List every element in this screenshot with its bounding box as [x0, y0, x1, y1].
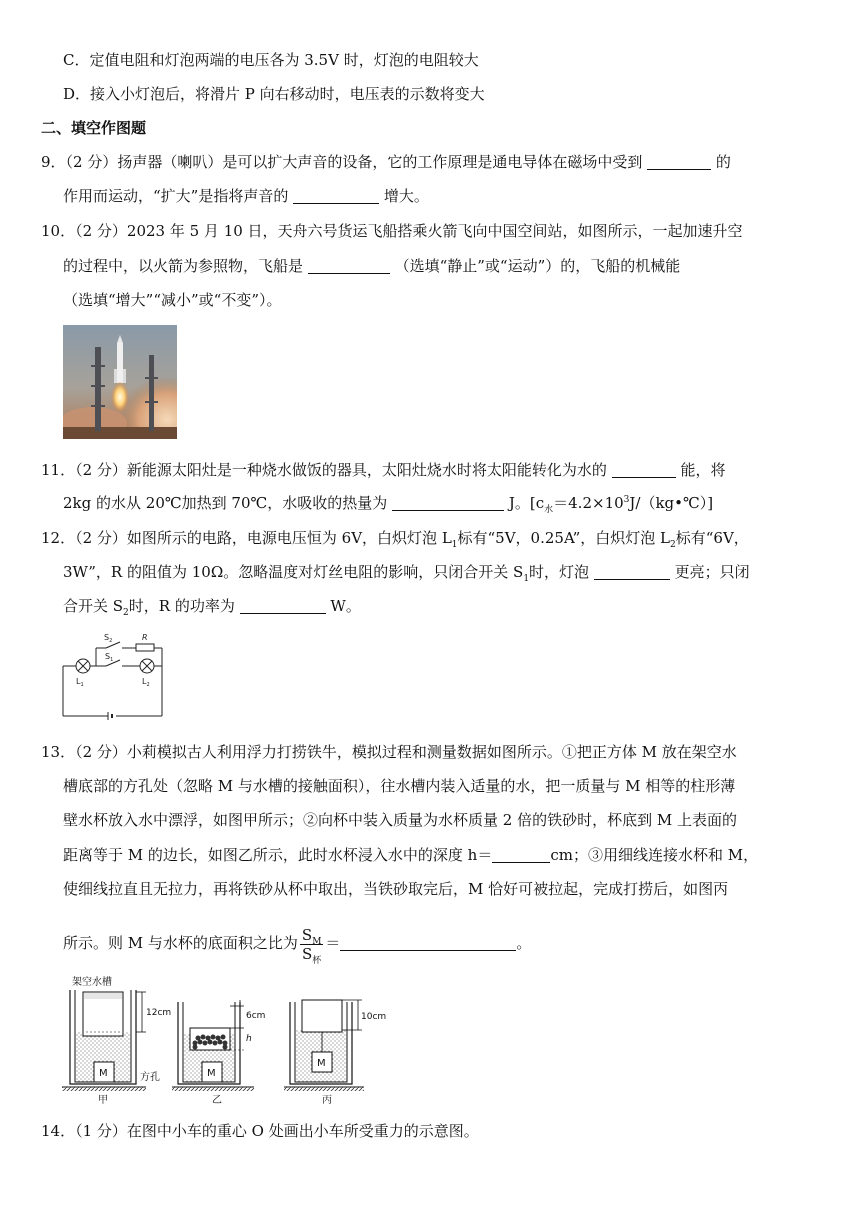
- q9-text-a: 9．（2 分）扬声器（喇叭）是可以扩大声音的设备，它的工作原理是通电导体在磁场中受到: [41, 153, 643, 171]
- dim-10cm: 10cm: [361, 1012, 387, 1022]
- q13-blank-2[interactable]: [340, 934, 516, 951]
- m-block-1: M: [99, 1068, 108, 1079]
- question-10-line-2: [63, 256, 680, 276]
- question-12-line-2: [63, 562, 750, 582]
- q13-text-e: 。: [516, 934, 532, 952]
- question-13-line-6: [63, 925, 532, 966]
- question-12-line-1: [41, 528, 749, 548]
- question-9-line-1: [41, 152, 731, 172]
- frac-den: S: [302, 944, 313, 963]
- q9-text-d: 增大。: [383, 187, 429, 205]
- question-10-line-3: （选填“增大”“减小”或“不变”）。: [63, 291, 282, 309]
- q13-text-d: ＝: [325, 934, 341, 952]
- q12-text-h: 时，R 的功率为: [128, 597, 235, 615]
- q12-sub-3: 1: [523, 574, 530, 584]
- circuit-diagram: [60, 628, 170, 720]
- q12-text-b: 标有“5V，0.25A”，白炽灯泡 L: [457, 529, 670, 547]
- q10-text-a: 的过程中，以火箭为参照物，飞船是: [63, 257, 304, 275]
- dim-12cm: 12cm: [146, 1008, 172, 1018]
- frac-num-sub: M: [312, 936, 322, 947]
- caption-jia: 甲: [98, 1095, 108, 1106]
- caption-bing: 丙: [322, 1095, 332, 1106]
- q9-blank-1[interactable]: [647, 153, 711, 170]
- m-block-3: M: [317, 1058, 326, 1069]
- q11-blank-1[interactable]: [612, 461, 676, 478]
- area-ratio-fraction: [300, 925, 324, 966]
- q12-text-g: 合开关 S: [63, 597, 124, 615]
- q12-sub-1: 1: [451, 540, 458, 550]
- q10-blank-1[interactable]: [308, 257, 390, 274]
- question-11-line-1: [41, 460, 725, 480]
- q12-text-f: 更亮；只闭: [674, 563, 750, 581]
- battery-icon: [108, 712, 112, 720]
- question-13-line-1: 13．（2 分）小莉模拟古人利用浮力打捞铁牛，模拟过程和测量数据如图所示。①把正方体 M 放在架空水: [41, 743, 737, 761]
- q13-text-c: 所示。则 M 与水杯的底面积之比为: [63, 934, 298, 952]
- option-c: C．定值电阻和灯泡两端的电压各为 3.5V 时，灯泡的电阻较大: [63, 51, 479, 69]
- lamp-l1-icon: [76, 659, 90, 673]
- panel-jia: [62, 975, 171, 1106]
- q11-text-a: 11．（2 分）新能源太阳灶是一种烧水做饭的器具，太阳灶烧水时将太阳能转化为水的: [41, 461, 607, 479]
- question-10-line-1: 10．（2 分）2023 年 5 月 10 日，天舟六号货运飞船搭乘火箭飞向中国空间站，如图所示，一起加速升空: [41, 222, 743, 240]
- frac-num: S: [301, 925, 313, 944]
- question-13-line-4: [63, 845, 758, 865]
- question-12-line-3: [63, 596, 361, 616]
- q12-sub-2: 2: [670, 540, 676, 550]
- q12-text-i: W。: [330, 597, 361, 615]
- question-13-line-2: 槽底部的方孔处（忽略 M 与水槽的接触面积），往水槽内装入适量的水，把一质量与 M 相等的柱形薄: [63, 777, 736, 795]
- q10-text-b: （选填“静止”或“运动”）的，飞船的机械能: [394, 257, 681, 275]
- tank-label: 架空水槽: [72, 977, 112, 988]
- caption-yi: 乙: [212, 1095, 222, 1106]
- option-d: D．接入小灯泡后，将滑片 P 向右移动时，电压表的示数将变大: [63, 85, 485, 103]
- q11-text-c: 2kg 的水从 20℃加热到 70℃，水吸收的热量为: [63, 494, 388, 512]
- q12-sub-4: 2: [123, 608, 129, 618]
- q12-text-e: 时，灯泡: [529, 563, 590, 581]
- q13-text-b: cm；③用细线连接水杯和 M，: [550, 846, 759, 864]
- question-13-line-5: 使细线拉直且无拉力，再将铁砂从杯中取出，当铁砂取完后，M 恰好可被拉起，完成打捞后，如图丙: [63, 880, 729, 898]
- question-13-line-3: 壁水杯放入水中漂浮，如图甲所示；②向杯中装入质量为水杯质量 2 倍的铁砂时，杯底到 M 上表面的: [63, 811, 737, 829]
- label-l2: $L_2$: [142, 677, 150, 688]
- q12-text-c: 标有“6V，: [675, 529, 749, 547]
- hole-label: 方孔: [140, 1072, 160, 1083]
- lamp-l2-icon: [140, 659, 154, 673]
- water-tank-figure: [62, 972, 392, 1107]
- q11-text-d: J。[c: [508, 494, 545, 512]
- dim-h: h: [246, 1034, 252, 1044]
- panel-yi: [172, 1000, 265, 1106]
- q13-blank-1[interactable]: [492, 846, 550, 863]
- label-s2: $S_2$: [104, 633, 113, 644]
- label-l1: $L_1$: [76, 677, 84, 688]
- q11-text-e: ＝4.2×10: [553, 494, 624, 512]
- q11-sub-water: 水: [544, 505, 554, 515]
- panel-bing: [284, 1000, 386, 1106]
- q12-blank-2[interactable]: [240, 597, 326, 614]
- frac-den-sub: 杯: [312, 955, 322, 966]
- label-s1: $S_1$: [105, 652, 114, 663]
- q9-text-c: 作用而运动，“扩大”是指将声音的: [63, 187, 289, 205]
- q11-text-f: J/（kg•℃）]: [629, 494, 714, 512]
- dim-6cm: 6cm: [246, 1011, 266, 1021]
- q11-text-b: 能，将: [680, 461, 726, 479]
- q12-text-a: 12．（2 分）如图所示的电路，电源电压恒为 6V，白炽灯泡 L: [41, 529, 452, 547]
- q9-blank-2[interactable]: [293, 187, 379, 204]
- rocket-launch-photo: [63, 325, 177, 439]
- m-block-2: M: [207, 1068, 216, 1079]
- question-14: 14．（1 分）在图中小车的重心 O 处画出小车所受重力的示意图。: [41, 1122, 479, 1140]
- question-9-line-2: [63, 186, 429, 206]
- q11-blank-2[interactable]: [392, 494, 504, 511]
- label-r: R: [142, 633, 148, 642]
- question-11-line-2: [63, 493, 713, 513]
- q11-sup: 3: [623, 495, 630, 505]
- q12-blank-1[interactable]: [594, 563, 670, 580]
- q12-text-d: 3W”，R 的阻值为 10Ω。忽略温度对灯丝电阻的影响，只闭合开关 S: [63, 563, 524, 581]
- q13-text-a: 距离等于 M 的边长，如图乙所示，此时水杯浸入水中的深度 h＝: [63, 846, 493, 864]
- q9-text-b: 的: [715, 153, 731, 171]
- section-title: 二、填空作图题: [41, 119, 147, 137]
